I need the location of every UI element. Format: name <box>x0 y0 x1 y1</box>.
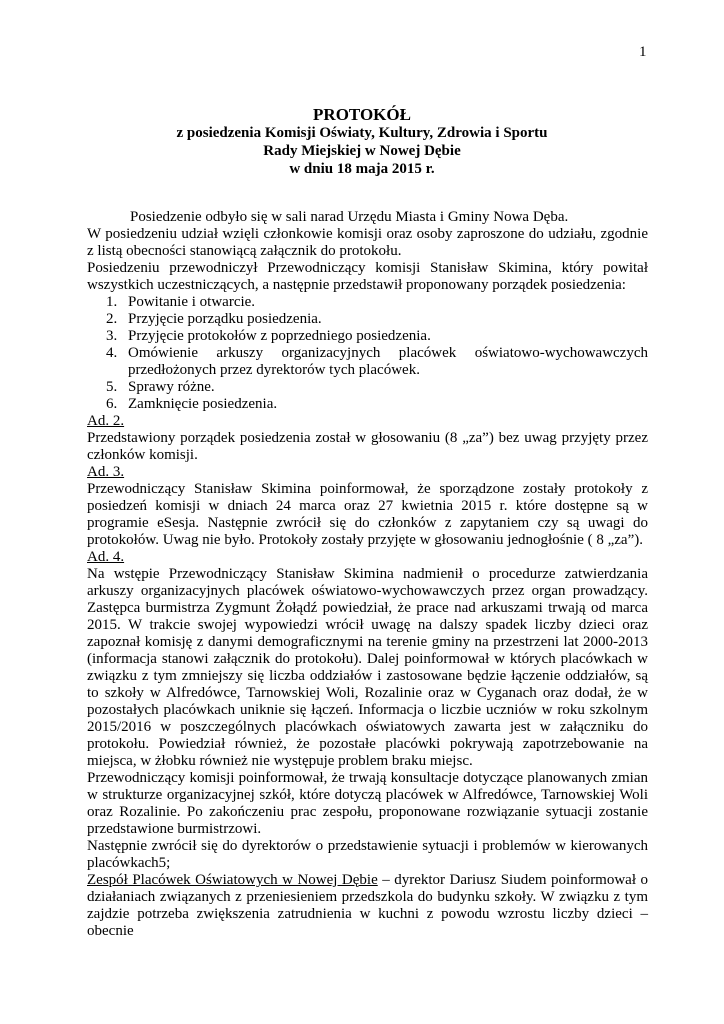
section-text-ad3: Przewodniczący Stanisław Skimina poinformował, że sporządzone zostały protokoły z posiedzeń komisji w dniach 24 marca oraz 27 kwietnia 2015 r. które dostępne są w programie eSesja. Następnie zwrócił się do członków z zapytaniem czy są uwagi do protokołów. Uwag nie było. Protokoły zostały przyjęte w głosowaniu jednogłośnie ( 8 „za”). <box>87 481 648 548</box>
document-header <box>0 106 724 178</box>
agenda-item: 4. Omówienie arkuszy organizacyjnych placówek oświatowo-wychowawczych przedłożonych przez dyrektorów tych placówek. <box>128 345 648 379</box>
paragraph-chair: Posiedzeniu przewodniczył Przewodniczący komisji Stanisław Skimina, który powitał wszystkich uczestniczących, a następnie przedstawił proponowany porządek posiedzenia: <box>87 260 648 293</box>
header-line-committee: z posiedzenia Komisji Oświaty, Kultury, Zdrowia i Sportu <box>176 125 548 141</box>
section-heading-ad2: Ad. 2. <box>87 413 125 429</box>
section-text-ad4-consultations: Przewodniczący komisji poinformował, że trwają konsultacje dotyczące planowanych zmian w strukturze organizacyjnej szkół, które dotyczą placówek w Alfredówce, Tarnowskiej Woli oraz Rozalinie. Po zakończeniu prac zespołu, proponowane rozwiązanie sytuacji zostanie przedstawione burmistrzowi. <box>87 770 648 837</box>
section-heading-ad3: Ad. 3. <box>87 464 125 480</box>
agenda-list <box>87 294 648 413</box>
agenda-item: 5. Sprawy różne. <box>128 379 648 396</box>
institution-name: Zespół Placówek Oświatowych w Nowej Dębie <box>87 872 378 888</box>
header-line-council: Rady Miejskiej w Nowej Dębie <box>263 143 461 159</box>
section-text-ad4-zpo <box>87 872 648 940</box>
agenda-item: 6. Zamknięcie posiedzenia. <box>128 396 648 413</box>
agenda-item: 2. Przyjęcie porządku posiedzenia. <box>128 311 648 328</box>
paragraph-location: Posiedzenie odbyło się w sali narad Urzędu Miasta i Gminy Nowa Dęba. <box>130 209 569 225</box>
document-title: PROTOKÓŁ <box>313 105 411 124</box>
document-body <box>87 209 648 940</box>
agenda-item: 1. Powitanie i otwarcie. <box>128 294 648 311</box>
agenda-item: 3. Przyjęcie protokołów z poprzedniego posiedzenia. <box>128 328 648 345</box>
section-heading-ad4: Ad. 4. <box>87 549 125 565</box>
institution-report: – dyrektor Dariusz Siudem poinformował o działaniach związanych z przeniesieniem przedszkola do budynku szkoły. W związku z tym zajdzie potrzeba zwiększenia zatrudnienia w kuchni z powodu wzrostu liczby dzieci – obecnie <box>87 872 649 939</box>
section-text-ad4-directors: Następnie zwrócił się do dyrektorów o przedstawienie sytuacji i problemów w kierowanych placówkach5; <box>87 838 648 871</box>
section-text-ad4-intro: Na wstępie Przewodniczący Stanisław Skimina nadmienił o procedurze zatwierdzania arkuszy organizacyjnych placówek oświatowo-wychowawczych przez organ prowadzący. Zastępca burmistrza Zygmunt Żołądź powiedział, że prace nad arkuszami trwają od marca 2015. W trakcie swojej wypowiedzi wrócił uwagę na dalszy spadek liczby dzieci oraz zapoznał komisję z danymi demograficznymi na terenie gminy na przestrzeni lat 2000-2013 (informacja stanowi załącznik do protokołu). Dalej poinformował w których placówkach w związku z tym zmniejszy się liczba oddziałów i zastosowane będzie łączenie oddziałów, są to szkoły w Alfredówce, Tarnowskiej Woli, Rozalinie oraz w Cyganach oraz dodał, że w pozostałych placówkach uniknie się łączeń. Informacja o liczbie uczniów w roku szkolnym 2015/2016 w poszczególnych placówkach oświatowych zawarta jest w załączniku do protokołu. Powiedział również, że pozostałe placówki pokrywają zapotrzebowanie na miejsca, w żłobku również nie występuje problem braku miejsc. <box>87 566 648 769</box>
header-line-date: w dniu 18 maja 2015 r. <box>289 161 435 177</box>
section-text-ad2: Przedstawiony porządek posiedzenia został w głosowaniu (8 „za”) bez uwag przyjęty przez członków komisji. <box>87 430 648 463</box>
page-number: 1 <box>639 44 647 60</box>
paragraph-attendance: W posiedzeniu udział wzięli członkowie komisji oraz osoby zaproszone do udziału, zgodnie z listą obecności stanowiącą załącznik do protokołu. <box>87 226 648 259</box>
